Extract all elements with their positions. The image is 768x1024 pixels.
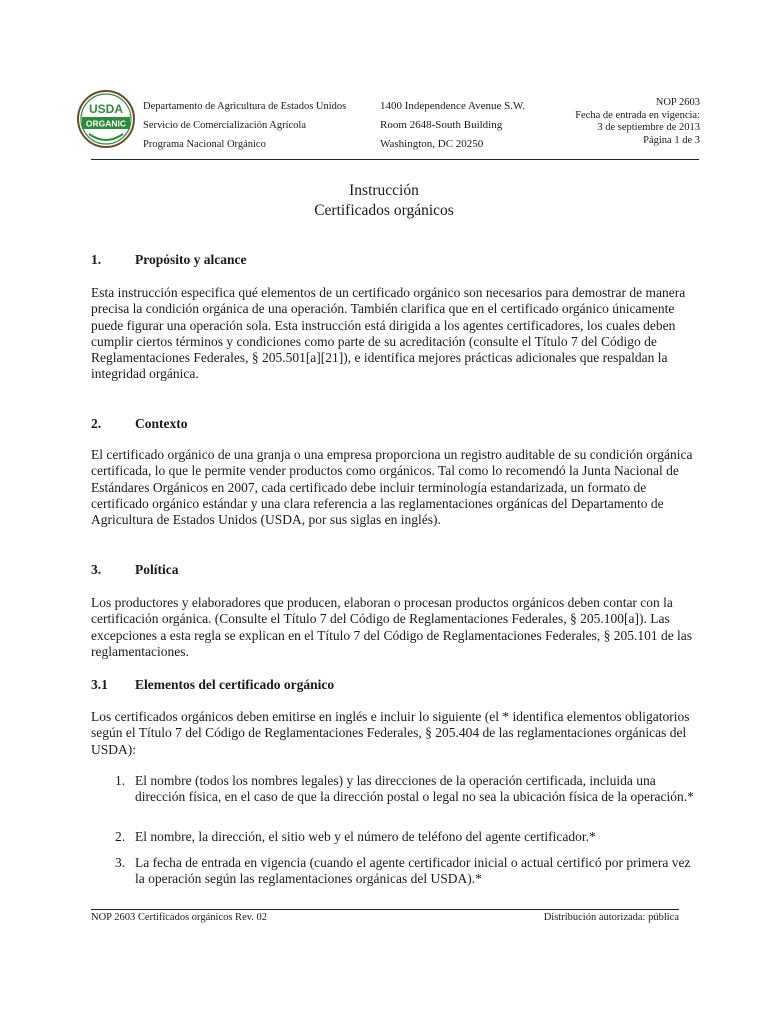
list-item xyxy=(115,773,695,806)
agency-line: Servicio de Comercialización Agrícola xyxy=(143,120,306,131)
address-line: Washington, DC 20250 xyxy=(380,138,484,150)
list-item-number: 3. xyxy=(115,855,126,870)
footer-document-id: NOP 2603 Certificados orgánicos Rev. 02 xyxy=(91,912,268,923)
list-item-text: El nombre (todos los nombres legales) y las direcciones de la operación certificada, incluida una dirección física, en el caso de que la dirección postal o legal no sea la ubicación física de la operación.* xyxy=(135,773,694,805)
section-title: Contexto xyxy=(135,416,188,431)
effective-date: 3 de septiembre de 2013 xyxy=(597,122,700,133)
list-item-text: La fecha de entrada en vigencia (cuando el agente certificador inicial o actual certificó por primera vez la operación según las reglamentaciones orgánicas del USDA).* xyxy=(135,855,691,887)
header-divider xyxy=(91,159,699,160)
list-item-number: 1. xyxy=(115,773,126,788)
section-number: 3.1 xyxy=(91,677,108,692)
footer-distribution: Distribución autorizada: pública xyxy=(543,912,679,923)
page-number: Página 1 de 3 xyxy=(643,134,700,146)
section-paragraph: Los productores y elaboradores que producen, elaboran o procesan productos orgánicos deben contar con la certificación orgánica. (Consulte el Título 7 del Código de Reglamentaciones Federales, § 205.100[a]). Las excepciones a esta regla se explican en el Título 7 del Código de Reglamentaciones Federales, § 205.101 de las reglamentaciones. xyxy=(91,595,693,659)
section-number: 3. xyxy=(91,562,102,577)
header-meta xyxy=(575,97,700,147)
header-address xyxy=(380,97,525,154)
section-heading xyxy=(91,562,179,578)
address-line: 1400 Independence Avenue S.W. xyxy=(380,100,526,112)
section-number: 2. xyxy=(91,416,102,431)
usda-organic-logo xyxy=(77,90,135,148)
agency-line: Departamento de Agricultura de Estados Unidos xyxy=(143,101,347,112)
list-item xyxy=(115,829,695,845)
document-number: NOP 2603 xyxy=(655,97,700,108)
section-paragraph: Esta instrucción especifica qué elementos de un certificado orgánico son necesarios para demostrar de manera precisa la condición orgánica de una operación. También clarifica que en el certificado orgánico únicamente puede figurar una operación sola. Esta instrucción está dirigida a los agentes certificadores, los cuales deben cumplir ciertos términos y condiciones como parte de su acreditación (consulte el Título 7 del Código de Reglamentaciones Federales, § 205.501[a][21]), e identifica mejores prácticas adicionales que respaldan la integridad orgánica. xyxy=(91,285,686,382)
section-paragraph: Los certificados orgánicos deben emitirse en inglés e incluir lo siguiente (el * identifica elementos obligatorios según el Título 7 del Código de Reglamentaciones Federales, § 205.404 de las reglamentaciones orgánicas del USDA): xyxy=(91,709,690,757)
list-item xyxy=(115,855,695,888)
list-item-text: El nombre, la dirección, el sitio web y el número de teléfono del agente certificador.* xyxy=(135,829,596,844)
logo-usda-text: USDA xyxy=(88,102,124,116)
section-paragraph: El certificado orgánico de una granja o una empresa proporciona un registro auditable de su condición orgánica certificada, lo que le permite vender productos como orgánicos. Tal como lo recomendó la Junta Nacional de Estándares Orgánicos en 2007, cada certificado debe incluir terminología estandarizada, un formato de certificado orgánico estándar y una clara referencia a las reglamentaciones orgánicas del Departamento de Agricultura de Estados Unidos (USDA, por sus siglas en inglés). xyxy=(91,447,693,528)
effective-date-label: Fecha de entrada en vigencia: xyxy=(575,109,700,121)
section-title: Propósito y alcance xyxy=(135,252,247,267)
list-item-number: 2. xyxy=(115,829,126,844)
header-agency xyxy=(143,97,346,154)
section-heading xyxy=(91,252,247,268)
section-heading xyxy=(91,416,188,432)
section-title: Política xyxy=(135,562,179,577)
agency-line: Programa Nacional Orgánico xyxy=(143,139,266,150)
section-title: Elementos del certificado orgánico xyxy=(135,677,335,692)
document-subtitle: Certificados orgánicos xyxy=(314,202,454,219)
section-number: 1. xyxy=(91,252,102,267)
document-title: Instrucción xyxy=(349,182,419,199)
logo-organic-text: ORGANIC xyxy=(85,118,127,129)
address-line: Room 2648-South Building xyxy=(380,119,503,131)
footer-divider xyxy=(91,909,679,910)
section-heading xyxy=(91,677,334,693)
